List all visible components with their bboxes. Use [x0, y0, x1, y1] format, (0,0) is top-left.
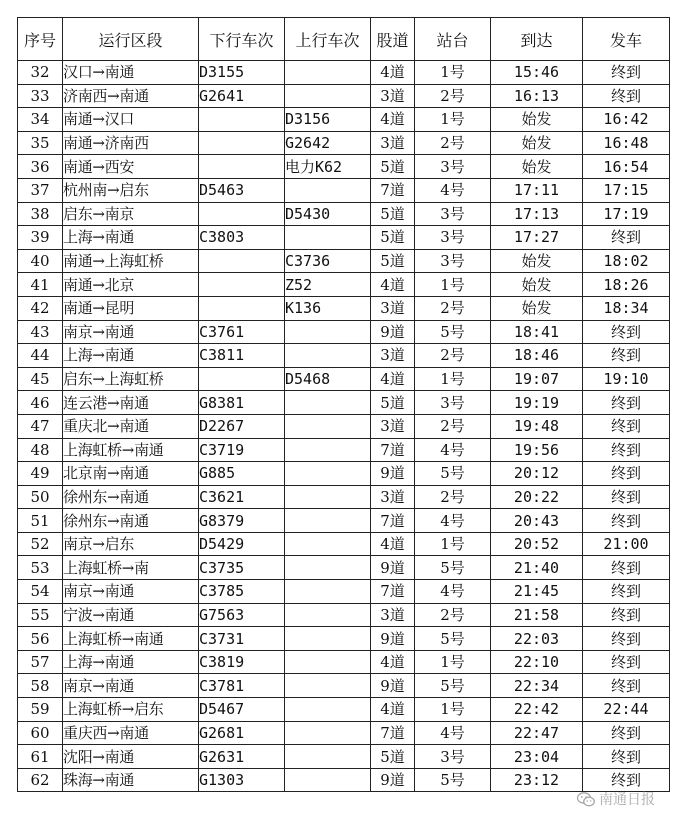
table-row [18, 698, 670, 722]
cell-route: 重庆北→南通 [63, 414, 199, 438]
cell-platform: 2号 [415, 414, 491, 438]
cell-track: 3道 [371, 296, 415, 320]
header-arrive: 到达 [491, 18, 583, 61]
table-row [18, 532, 670, 556]
cell-up-train [285, 84, 371, 108]
cell-track: 9道 [371, 768, 415, 792]
cell-route: 上海虹桥→南 [63, 556, 199, 580]
cell-down-train: D2267 [199, 414, 285, 438]
cell-route: 启东→南京 [63, 202, 199, 226]
cell-depart: 终到 [583, 414, 670, 438]
cell-down-train: D5463 [199, 178, 285, 202]
cell-route: 南通→北京 [63, 273, 199, 297]
cell-depart: 17:15 [583, 178, 670, 202]
cell-platform: 5号 [415, 462, 491, 486]
cell-arrive: 始发 [491, 155, 583, 179]
cell-route: 南京→南通 [63, 674, 199, 698]
cell-down-train [199, 273, 285, 297]
cell-number: 58 [18, 674, 63, 698]
cell-route: 北京南→南通 [63, 462, 199, 486]
cell-route: 南京→南通 [63, 320, 199, 344]
table-row [18, 650, 670, 674]
cell-depart: 终到 [583, 674, 670, 698]
cell-down-train [199, 155, 285, 179]
cell-down-train: C3621 [199, 485, 285, 509]
table-row [18, 155, 670, 179]
cell-down-train: C3731 [199, 627, 285, 651]
cell-arrive: 22:34 [491, 674, 583, 698]
cell-up-train [285, 509, 371, 533]
cell-arrive: 17:27 [491, 226, 583, 250]
cell-track: 5道 [371, 249, 415, 273]
cell-depart: 终到 [583, 768, 670, 792]
cell-depart: 终到 [583, 61, 670, 85]
cell-platform: 3号 [415, 249, 491, 273]
cell-down-train: G7563 [199, 603, 285, 627]
cell-up-train [285, 438, 371, 462]
cell-track: 7道 [371, 509, 415, 533]
cell-depart: 终到 [583, 485, 670, 509]
cell-down-train [199, 202, 285, 226]
cell-number: 46 [18, 391, 63, 415]
cell-up-train [285, 650, 371, 674]
cell-route: 南通→西安 [63, 155, 199, 179]
train-schedule-table [17, 17, 670, 792]
cell-number: 45 [18, 367, 63, 391]
cell-down-train: C3735 [199, 556, 285, 580]
cell-down-train: C3719 [199, 438, 285, 462]
cell-platform: 2号 [415, 131, 491, 155]
cell-track: 7道 [371, 178, 415, 202]
cell-platform: 1号 [415, 108, 491, 132]
watermark [577, 789, 655, 809]
cell-platform: 2号 [415, 344, 491, 368]
cell-down-train: C3785 [199, 580, 285, 604]
cell-up-train [285, 532, 371, 556]
cell-up-train: Z52 [285, 273, 371, 297]
cell-track: 3道 [371, 485, 415, 509]
cell-up-train [285, 320, 371, 344]
cell-arrive: 22:10 [491, 650, 583, 674]
cell-number: 61 [18, 745, 63, 769]
cell-down-train [199, 108, 285, 132]
cell-depart: 18:02 [583, 249, 670, 273]
table-row [18, 108, 670, 132]
cell-route: 南京→南通 [63, 580, 199, 604]
cell-route: 上海→南通 [63, 344, 199, 368]
cell-up-train [285, 344, 371, 368]
cell-track: 4道 [371, 108, 415, 132]
cell-route: 启东→上海虹桥 [63, 367, 199, 391]
cell-route: 汉口→南通 [63, 61, 199, 85]
cell-track: 4道 [371, 532, 415, 556]
header-down-train: 下行车次 [199, 18, 285, 61]
cell-arrive: 21:45 [491, 580, 583, 604]
cell-arrive: 23:12 [491, 768, 583, 792]
cell-platform: 1号 [415, 273, 491, 297]
cell-track: 3道 [371, 414, 415, 438]
table-row [18, 603, 670, 627]
cell-platform: 5号 [415, 556, 491, 580]
table-row [18, 391, 670, 415]
cell-arrive: 16:13 [491, 84, 583, 108]
cell-arrive: 19:48 [491, 414, 583, 438]
cell-down-train: D5467 [199, 698, 285, 722]
cell-route: 连云港→南通 [63, 391, 199, 415]
cell-number: 32 [18, 61, 63, 85]
cell-number: 49 [18, 462, 63, 486]
cell-arrive: 20:12 [491, 462, 583, 486]
cell-platform: 5号 [415, 320, 491, 344]
cell-depart: 终到 [583, 603, 670, 627]
cell-route: 上海虹桥→南通 [63, 438, 199, 462]
cell-platform: 4号 [415, 580, 491, 604]
cell-track: 9道 [371, 320, 415, 344]
cell-number: 40 [18, 249, 63, 273]
cell-up-train [285, 556, 371, 580]
table-row [18, 485, 670, 509]
cell-track: 9道 [371, 627, 415, 651]
cell-down-train: C3781 [199, 674, 285, 698]
table-row [18, 273, 670, 297]
cell-platform: 2号 [415, 84, 491, 108]
cell-depart: 16:54 [583, 155, 670, 179]
cell-up-train [285, 580, 371, 604]
table-row [18, 226, 670, 250]
table-row [18, 344, 670, 368]
cell-track: 3道 [371, 131, 415, 155]
cell-arrive: 始发 [491, 108, 583, 132]
cell-platform: 2号 [415, 603, 491, 627]
cell-down-train: C3811 [199, 344, 285, 368]
table-row [18, 414, 670, 438]
cell-up-train: C3736 [285, 249, 371, 273]
cell-number: 51 [18, 509, 63, 533]
cell-depart: 终到 [583, 650, 670, 674]
cell-arrive: 始发 [491, 296, 583, 320]
cell-track: 5道 [371, 391, 415, 415]
cell-number: 35 [18, 131, 63, 155]
cell-route: 南通→昆明 [63, 296, 199, 320]
wechat-icon [577, 792, 595, 807]
cell-down-train: D3155 [199, 61, 285, 85]
cell-route: 徐州东→南通 [63, 509, 199, 533]
cell-route: 沈阳→南通 [63, 745, 199, 769]
cell-depart: 终到 [583, 226, 670, 250]
cell-down-train: G2681 [199, 721, 285, 745]
cell-number: 60 [18, 721, 63, 745]
cell-up-train [285, 627, 371, 651]
cell-depart: 17:19 [583, 202, 670, 226]
cell-platform: 1号 [415, 650, 491, 674]
table-row [18, 721, 670, 745]
cell-number: 53 [18, 556, 63, 580]
cell-arrive: 18:46 [491, 344, 583, 368]
cell-number: 33 [18, 84, 63, 108]
cell-arrive: 19:07 [491, 367, 583, 391]
table-row [18, 320, 670, 344]
cell-down-train [199, 131, 285, 155]
cell-depart: 22:44 [583, 698, 670, 722]
header-depart: 发车 [583, 18, 670, 61]
cell-up-train: D5430 [285, 202, 371, 226]
cell-track: 7道 [371, 580, 415, 604]
cell-track: 3道 [371, 344, 415, 368]
cell-track: 5道 [371, 202, 415, 226]
table-row [18, 745, 670, 769]
cell-depart: 18:34 [583, 296, 670, 320]
cell-number: 37 [18, 178, 63, 202]
table-row [18, 131, 670, 155]
cell-number: 36 [18, 155, 63, 179]
cell-number: 47 [18, 414, 63, 438]
cell-up-train [285, 178, 371, 202]
cell-arrive: 17:11 [491, 178, 583, 202]
header-number: 序号 [18, 18, 63, 61]
table-row [18, 296, 670, 320]
cell-depart: 19:10 [583, 367, 670, 391]
cell-down-train: G8381 [199, 391, 285, 415]
cell-up-train [285, 61, 371, 85]
cell-depart: 终到 [583, 745, 670, 769]
cell-arrive: 18:41 [491, 320, 583, 344]
table-row [18, 462, 670, 486]
cell-platform: 5号 [415, 627, 491, 651]
cell-platform: 4号 [415, 178, 491, 202]
cell-arrive: 22:47 [491, 721, 583, 745]
cell-down-train: G2631 [199, 745, 285, 769]
cell-platform: 1号 [415, 698, 491, 722]
cell-arrive: 15:46 [491, 61, 583, 85]
cell-track: 4道 [371, 61, 415, 85]
cell-up-train [285, 698, 371, 722]
cell-depart: 终到 [583, 556, 670, 580]
cell-up-train: G2642 [285, 131, 371, 155]
table-row [18, 556, 670, 580]
cell-track: 4道 [371, 367, 415, 391]
cell-platform: 3号 [415, 226, 491, 250]
cell-platform: 5号 [415, 768, 491, 792]
cell-number: 55 [18, 603, 63, 627]
cell-number: 48 [18, 438, 63, 462]
cell-number: 57 [18, 650, 63, 674]
cell-track: 4道 [371, 698, 415, 722]
cell-number: 44 [18, 344, 63, 368]
cell-route: 南京→启东 [63, 532, 199, 556]
table-row [18, 627, 670, 651]
cell-platform: 5号 [415, 674, 491, 698]
cell-arrive: 20:22 [491, 485, 583, 509]
table-row [18, 178, 670, 202]
cell-down-train [199, 296, 285, 320]
cell-track: 3道 [371, 84, 415, 108]
cell-track: 3道 [371, 603, 415, 627]
cell-arrive: 20:43 [491, 509, 583, 533]
table-row [18, 202, 670, 226]
cell-track: 7道 [371, 721, 415, 745]
table-row [18, 768, 670, 792]
cell-up-train [285, 462, 371, 486]
cell-depart: 终到 [583, 580, 670, 604]
cell-down-train: C3803 [199, 226, 285, 250]
cell-platform: 1号 [415, 61, 491, 85]
cell-platform: 4号 [415, 721, 491, 745]
cell-arrive: 19:19 [491, 391, 583, 415]
cell-platform: 2号 [415, 485, 491, 509]
cell-down-train: G1303 [199, 768, 285, 792]
cell-number: 43 [18, 320, 63, 344]
cell-depart: 终到 [583, 438, 670, 462]
cell-up-train: K136 [285, 296, 371, 320]
cell-route: 南通→上海虹桥 [63, 249, 199, 273]
table-row [18, 61, 670, 85]
cell-number: 59 [18, 698, 63, 722]
watermark-text: 南通日报 [599, 792, 655, 808]
table-row [18, 674, 670, 698]
header-route: 运行区段 [63, 18, 199, 61]
cell-arrive: 始发 [491, 249, 583, 273]
cell-route: 上海→南通 [63, 650, 199, 674]
table-row [18, 509, 670, 533]
cell-down-train [199, 367, 285, 391]
cell-track: 9道 [371, 674, 415, 698]
table-row [18, 84, 670, 108]
cell-route: 上海虹桥→启东 [63, 698, 199, 722]
cell-depart: 16:42 [583, 108, 670, 132]
cell-number: 38 [18, 202, 63, 226]
cell-depart: 终到 [583, 320, 670, 344]
cell-platform: 3号 [415, 202, 491, 226]
cell-up-train: D5468 [285, 367, 371, 391]
header-up-train: 上行车次 [285, 18, 371, 61]
cell-track: 5道 [371, 155, 415, 179]
cell-route: 南通→汉口 [63, 108, 199, 132]
cell-route: 重庆西→南通 [63, 721, 199, 745]
cell-platform: 1号 [415, 367, 491, 391]
cell-route: 宁波→南通 [63, 603, 199, 627]
cell-arrive: 始发 [491, 273, 583, 297]
cell-up-train [285, 391, 371, 415]
table-row [18, 249, 670, 273]
cell-track: 4道 [371, 650, 415, 674]
cell-platform: 3号 [415, 745, 491, 769]
cell-up-train [285, 603, 371, 627]
cell-up-train [285, 226, 371, 250]
cell-platform: 4号 [415, 438, 491, 462]
cell-number: 56 [18, 627, 63, 651]
cell-depart: 终到 [583, 391, 670, 415]
cell-up-train [285, 485, 371, 509]
cell-down-train [199, 249, 285, 273]
header-platform: 站台 [415, 18, 491, 61]
cell-number: 54 [18, 580, 63, 604]
cell-track: 9道 [371, 462, 415, 486]
cell-platform: 4号 [415, 509, 491, 533]
cell-down-train: G885 [199, 462, 285, 486]
cell-depart: 终到 [583, 462, 670, 486]
cell-number: 52 [18, 532, 63, 556]
cell-number: 50 [18, 485, 63, 509]
cell-depart: 终到 [583, 344, 670, 368]
cell-platform: 3号 [415, 391, 491, 415]
cell-up-train [285, 768, 371, 792]
cell-track: 4道 [371, 273, 415, 297]
cell-route: 杭州南→启东 [63, 178, 199, 202]
cell-platform: 1号 [415, 532, 491, 556]
table-body [18, 61, 670, 792]
cell-arrive: 21:58 [491, 603, 583, 627]
cell-platform: 3号 [415, 155, 491, 179]
cell-track: 9道 [371, 556, 415, 580]
cell-number: 39 [18, 226, 63, 250]
cell-track: 7道 [371, 438, 415, 462]
cell-down-train: G8379 [199, 509, 285, 533]
cell-depart: 终到 [583, 627, 670, 651]
cell-down-train: D5429 [199, 532, 285, 556]
cell-depart: 终到 [583, 509, 670, 533]
cell-up-train: 电力K62 [285, 155, 371, 179]
cell-up-train [285, 721, 371, 745]
cell-track: 5道 [371, 226, 415, 250]
cell-depart: 终到 [583, 84, 670, 108]
cell-up-train [285, 674, 371, 698]
cell-depart: 21:00 [583, 532, 670, 556]
cell-route: 珠海→南通 [63, 768, 199, 792]
cell-platform: 2号 [415, 296, 491, 320]
cell-up-train: D3156 [285, 108, 371, 132]
cell-arrive: 22:42 [491, 698, 583, 722]
cell-route: 上海虹桥→南通 [63, 627, 199, 651]
cell-number: 34 [18, 108, 63, 132]
cell-arrive: 21:40 [491, 556, 583, 580]
cell-arrive: 23:04 [491, 745, 583, 769]
cell-depart: 18:26 [583, 273, 670, 297]
cell-up-train [285, 745, 371, 769]
table-row [18, 580, 670, 604]
table-row [18, 367, 670, 391]
cell-arrive: 始发 [491, 131, 583, 155]
cell-route: 上海→南通 [63, 226, 199, 250]
cell-route: 徐州东→南通 [63, 485, 199, 509]
cell-route: 南通→济南西 [63, 131, 199, 155]
cell-depart: 终到 [583, 721, 670, 745]
cell-down-train: C3761 [199, 320, 285, 344]
cell-number: 41 [18, 273, 63, 297]
cell-arrive: 20:52 [491, 532, 583, 556]
cell-up-train [285, 414, 371, 438]
cell-route: 济南西→南通 [63, 84, 199, 108]
table-header-row [18, 18, 670, 61]
cell-arrive: 22:03 [491, 627, 583, 651]
cell-depart: 16:48 [583, 131, 670, 155]
cell-arrive: 17:13 [491, 202, 583, 226]
cell-down-train: C3819 [199, 650, 285, 674]
table-row [18, 438, 670, 462]
cell-number: 42 [18, 296, 63, 320]
cell-arrive: 19:56 [491, 438, 583, 462]
cell-number: 62 [18, 768, 63, 792]
cell-track: 5道 [371, 745, 415, 769]
header-track: 股道 [371, 18, 415, 61]
timetable-sheet [17, 17, 669, 792]
cell-down-train: G2641 [199, 84, 285, 108]
